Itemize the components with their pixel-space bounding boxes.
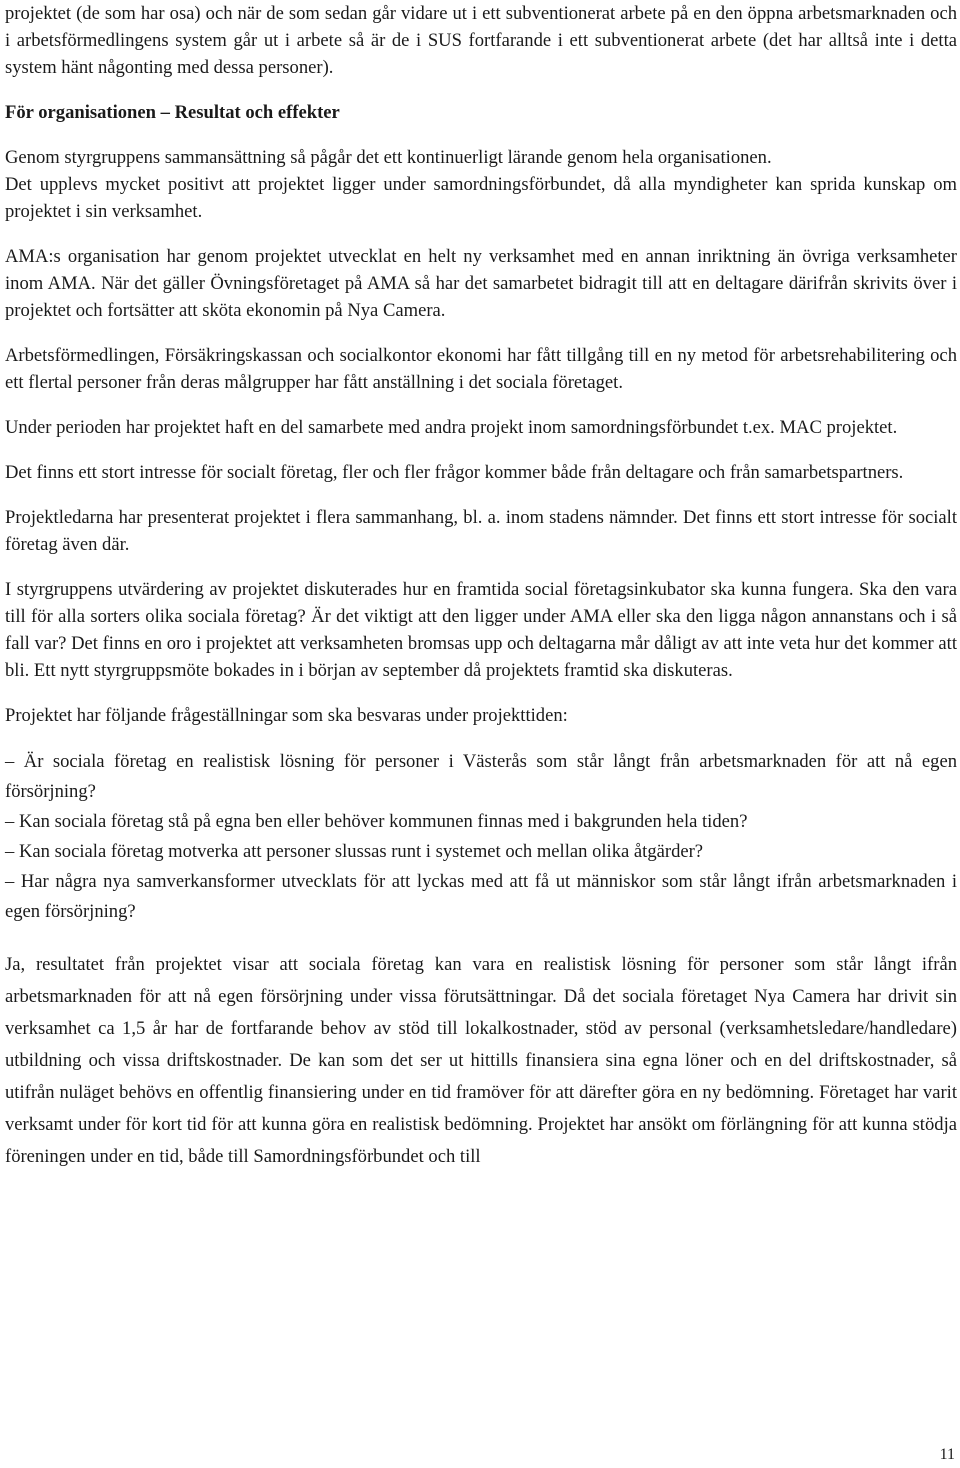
list-item: – Har några nya samverkansformer utvecklats för att lyckas med att få ut människor som står långt ifrån arbetsmarknaden i egen försörjning? xyxy=(5,871,957,922)
list-item: – Kan sociala företag stå på egna ben eller behöver kommunen finnas med i bakgrunden hela tiden? xyxy=(5,811,748,832)
paragraph-steering-group: I styrgruppens utvärdering av projektet diskuterades hur en framtida social företagsinkubator ska kunna fungera. Ska den vara till för alla sorters olika sociala företag? Är det viktigt att den ligger under AMA eller ska den ligga någon annanstans och i så fall var? Det finns en oro i projektet att verksamheten bromsas upp och deltagarna mår dåligt av att inte veta hur det kommer att bli. Ett nytt styrgruppsmöte bokades in i början av september då projektets framtid ska diskuteras. xyxy=(5,579,957,681)
page-number: 11 xyxy=(939,1446,955,1463)
list-item: – Kan sociala företag motverka att personer slussas runt i systemet och mellan olika åtgärder? xyxy=(5,841,704,862)
intro-paragraph: projektet (de som har osa) och när de som sedan går vidare ut i ett subventionerat arbete på en den öppna arbetsmarknaden och i arbetsförmedlingens system går ut i arbete så är de i SUS fortfarande i ett subventionerat arbete (det har alltså inte i detta system hänt någonting med dessa personer). xyxy=(5,3,957,78)
paragraph-interest: Det finns ett stort intresse för socialt företag, fler och fler frågor kommer både från deltagare och från samarbetspartners. xyxy=(5,462,904,483)
paragraph-questions-intro: Projektet har följande frågeställningar som ska besvaras under projekttiden: xyxy=(5,705,568,726)
section-heading: För organisationen – Resultat och effekter xyxy=(5,102,340,123)
paragraph-cooperation: Under perioden har projektet haft en del samarbete med andra projekt inom samordningsförbundet t.ex. MAC projektet. xyxy=(5,417,898,438)
list-item: – Är sociala företag en realistisk lösning för personer i Västerås som står långt från arbetsmarknaden för att nå egen försörjning? xyxy=(5,751,957,802)
paragraph-presentations: Projektledarna har presenterat projektet i flera sammanhang, bl. a. inom stadens nämnder. Det finns ett stort intresse för socialt företag även där. xyxy=(5,507,957,555)
paragraph-ama: AMA:s organisation har genom projektet utvecklat en helt ny verksamhet med en annan inriktning än övriga verksamheter inom AMA. När det gäller Övningsföretaget på AMA så har det samarbetet bidragit till att en deltagare därifrån skrivits över i projektet och fortsätter att sköta ekonomin på Nya Camera. xyxy=(5,246,957,321)
paragraph-learning: Genom styrgruppens sammansättning så pågår det ett kontinuerligt lärande genom hela organisationen. xyxy=(5,147,772,168)
paragraph-positive: Det upplevs mycket positivt att projektet ligger under samordningsförbundet, då alla myndigheter kan sprida kunskap om projektet i sin verksamhet. xyxy=(5,174,957,222)
paragraph-agencies: Arbetsförmedlingen, Försäkringskassan och socialkontor ekonomi har fått tillgång till en ny metod för arbetsrehabilitering och ett flertal personer från deras målgrupper har fått anställning i det sociala företaget. xyxy=(5,345,957,393)
document-page xyxy=(5,0,957,1173)
paragraph-result: Ja, resultatet från projektet visar att sociala företag kan vara en realistisk lösning för personer som står långt ifrån arbetsmarknaden för att nå egen försörjning under vissa förutsättningar. Då det sociala företaget Nya Camera har drivit sin verksamhet ca 1,5 år har de fortfarande behov av stöd till lokalkostnader, stöd av personal (verksamhetsledare/handledare) utbildning och vissa driftskostnader. De kan som det ser ut hittills finansiera sina egna löner och en del driftskostnader, så utifrån nuläget behövs en offentlig finansiering under en tid framöver för att därefter göra en ny bedömning. Företaget har varit verksamt under för kort tid för att kunna göra en realistisk bedömning. Projektet har ansökt om förlängning för att kunna stödja föreningen under en tid, både till Samordningsförbundet och till xyxy=(5,954,957,1167)
questions-list xyxy=(5,747,957,927)
